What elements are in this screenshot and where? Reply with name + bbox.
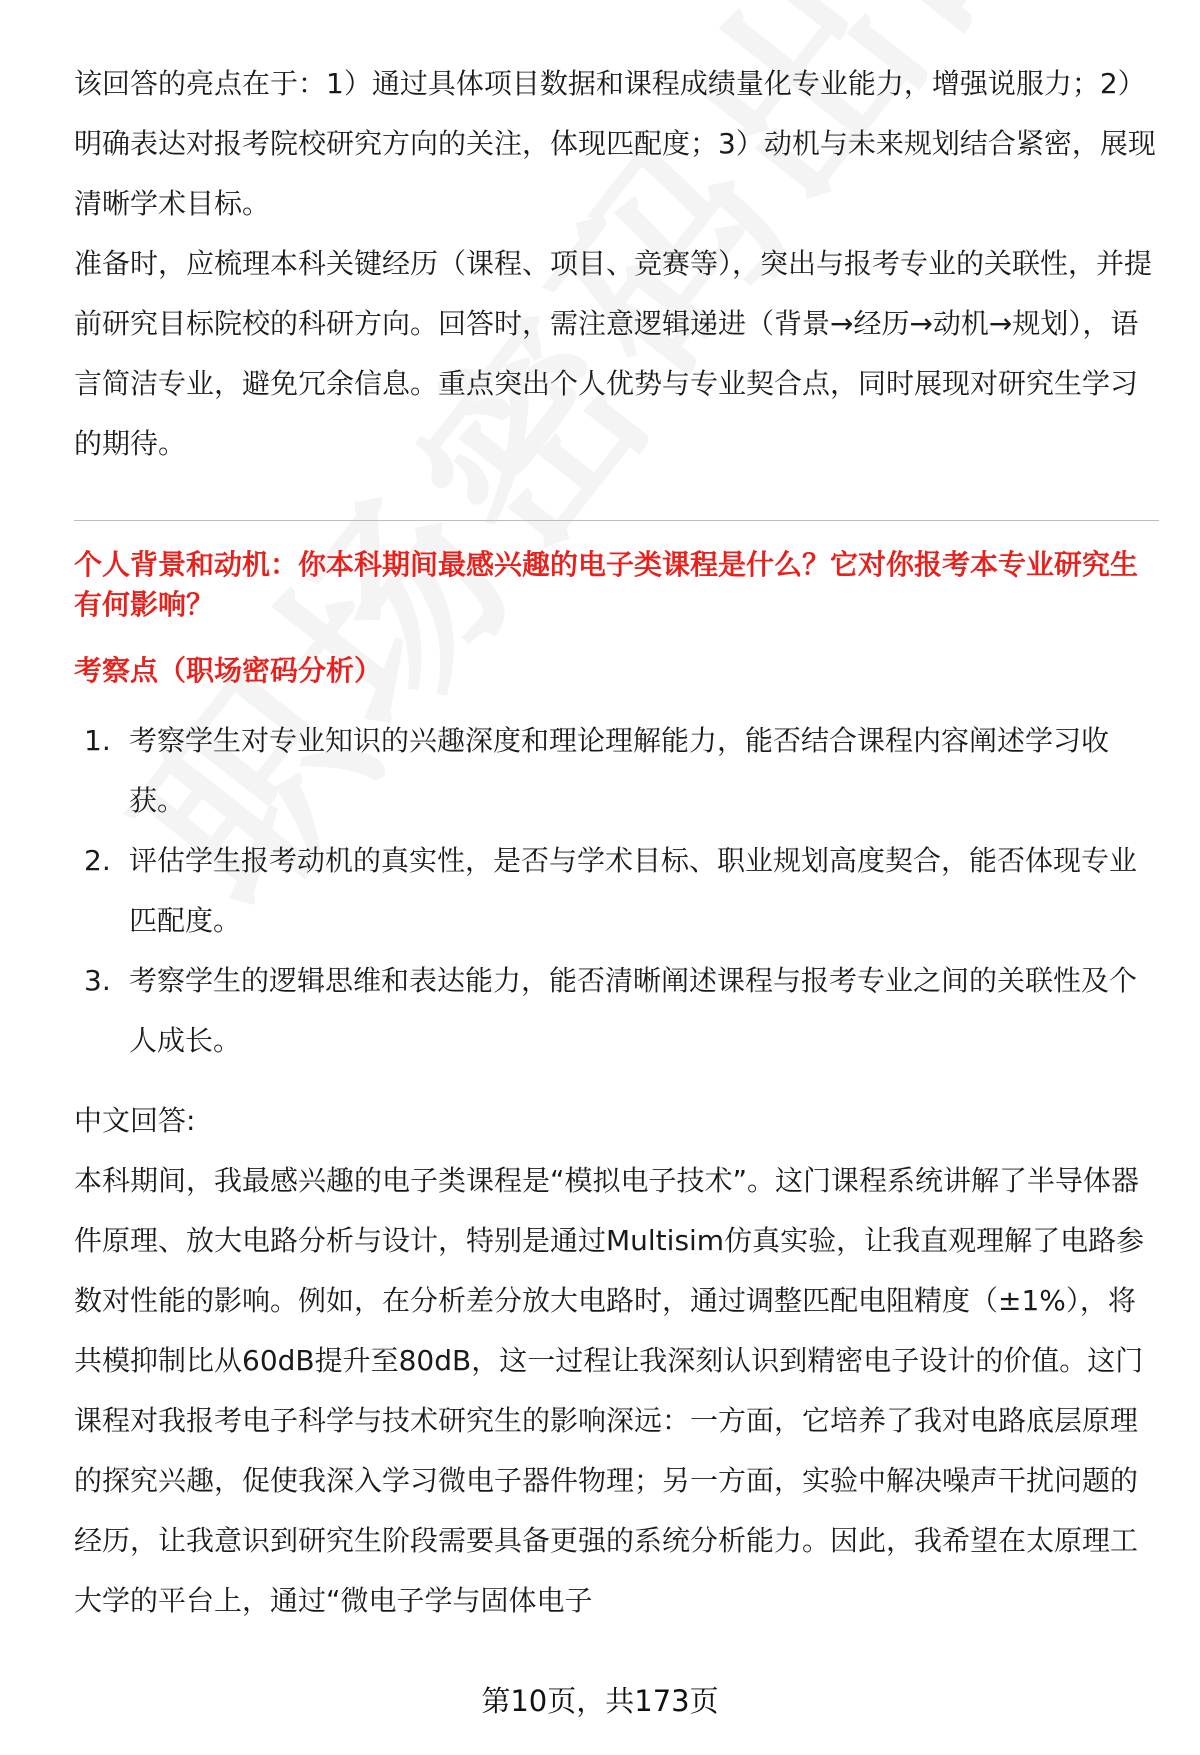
list-item — [74, 711, 1159, 831]
intro-paragraph: 准备时，应梳理本科关键经历（课程、项目、竞赛等），突出与报考专业的关联性，并提前研究目标院校的科研方向。回答时，需注意逻辑递进（背景→经历→动机→规划），语言简洁专业，避免冗余信息。重点突出个人优势与专业契合点，同时展现对研究生学习的期待。 — [74, 247, 1153, 460]
list-item-number: 3. — [84, 964, 111, 997]
answer-label: 中文回答: — [74, 1104, 196, 1137]
page-number-footer: 第10页，共173页 — [481, 1684, 719, 1718]
question-heading: 个人背景和动机：你本科期间最感兴趣的电子类课程是什么？它对你报考本专业研究生有何影响？ — [74, 548, 1139, 621]
list-item-number: 2. — [84, 844, 111, 877]
answer-text: 本科期间，我最感兴趣的电子类课程是“模拟电子技术”。这门课程系统讲解了半导体器件原理、放大电路分析与设计，特别是通过Multisim仿真实验，让我直观理解了电路参数对性能的影响。例如，在分析差分放大电路时，通过调整匹配电阻精度（±1%），将共模抑制比从60dB提升至80dB，这一过程让我深刻认识到精密电子设计的价值。这门课程对我报考电子科学与技术研究生的影响深远：一方面，它培养了我对电路底层原理的探究兴趣，促使我深入学习微电子器件物理；另一方面，实验中解决噪声干扰问题的经历，让我意识到研究生阶段需要具备更强的系统分析能力。因此，我希望在太原理工大学的平台上，通过“微电子学与固体电子 — [74, 1164, 1145, 1617]
list-item — [74, 831, 1159, 951]
list-item-number: 1. — [84, 724, 111, 757]
list-item-text: 考察学生对专业知识的兴趣深度和理论理解能力，能否结合课程内容阐述学习收获。 — [129, 724, 1110, 817]
list-item — [74, 951, 1159, 1071]
intro-paragraph: 该回答的亮点在于：1）通过具体项目数据和课程成绩量化专业能力，增强说服力；2）明确表达对报考院校研究方向的关注，体现匹配度；3）动机与未来规划结合紧密，展现清晰学术目标。 — [74, 67, 1156, 220]
list-item-text: 评估学生报考动机的真实性，是否与学术目标、职业规划高度契合，能否体现专业匹配度。 — [129, 844, 1138, 937]
list-item-text: 考察学生的逻辑思维和表达能力，能否清晰阐述课程与报考专业之间的关联性及个人成长。 — [129, 964, 1138, 1057]
intro-section — [74, 54, 1159, 474]
page-content — [74, 54, 1159, 1631]
section-divider — [74, 520, 1159, 521]
assessment-subheading: 考察点（职场密码分析） — [74, 654, 383, 687]
assessment-points-list — [74, 711, 1159, 1071]
